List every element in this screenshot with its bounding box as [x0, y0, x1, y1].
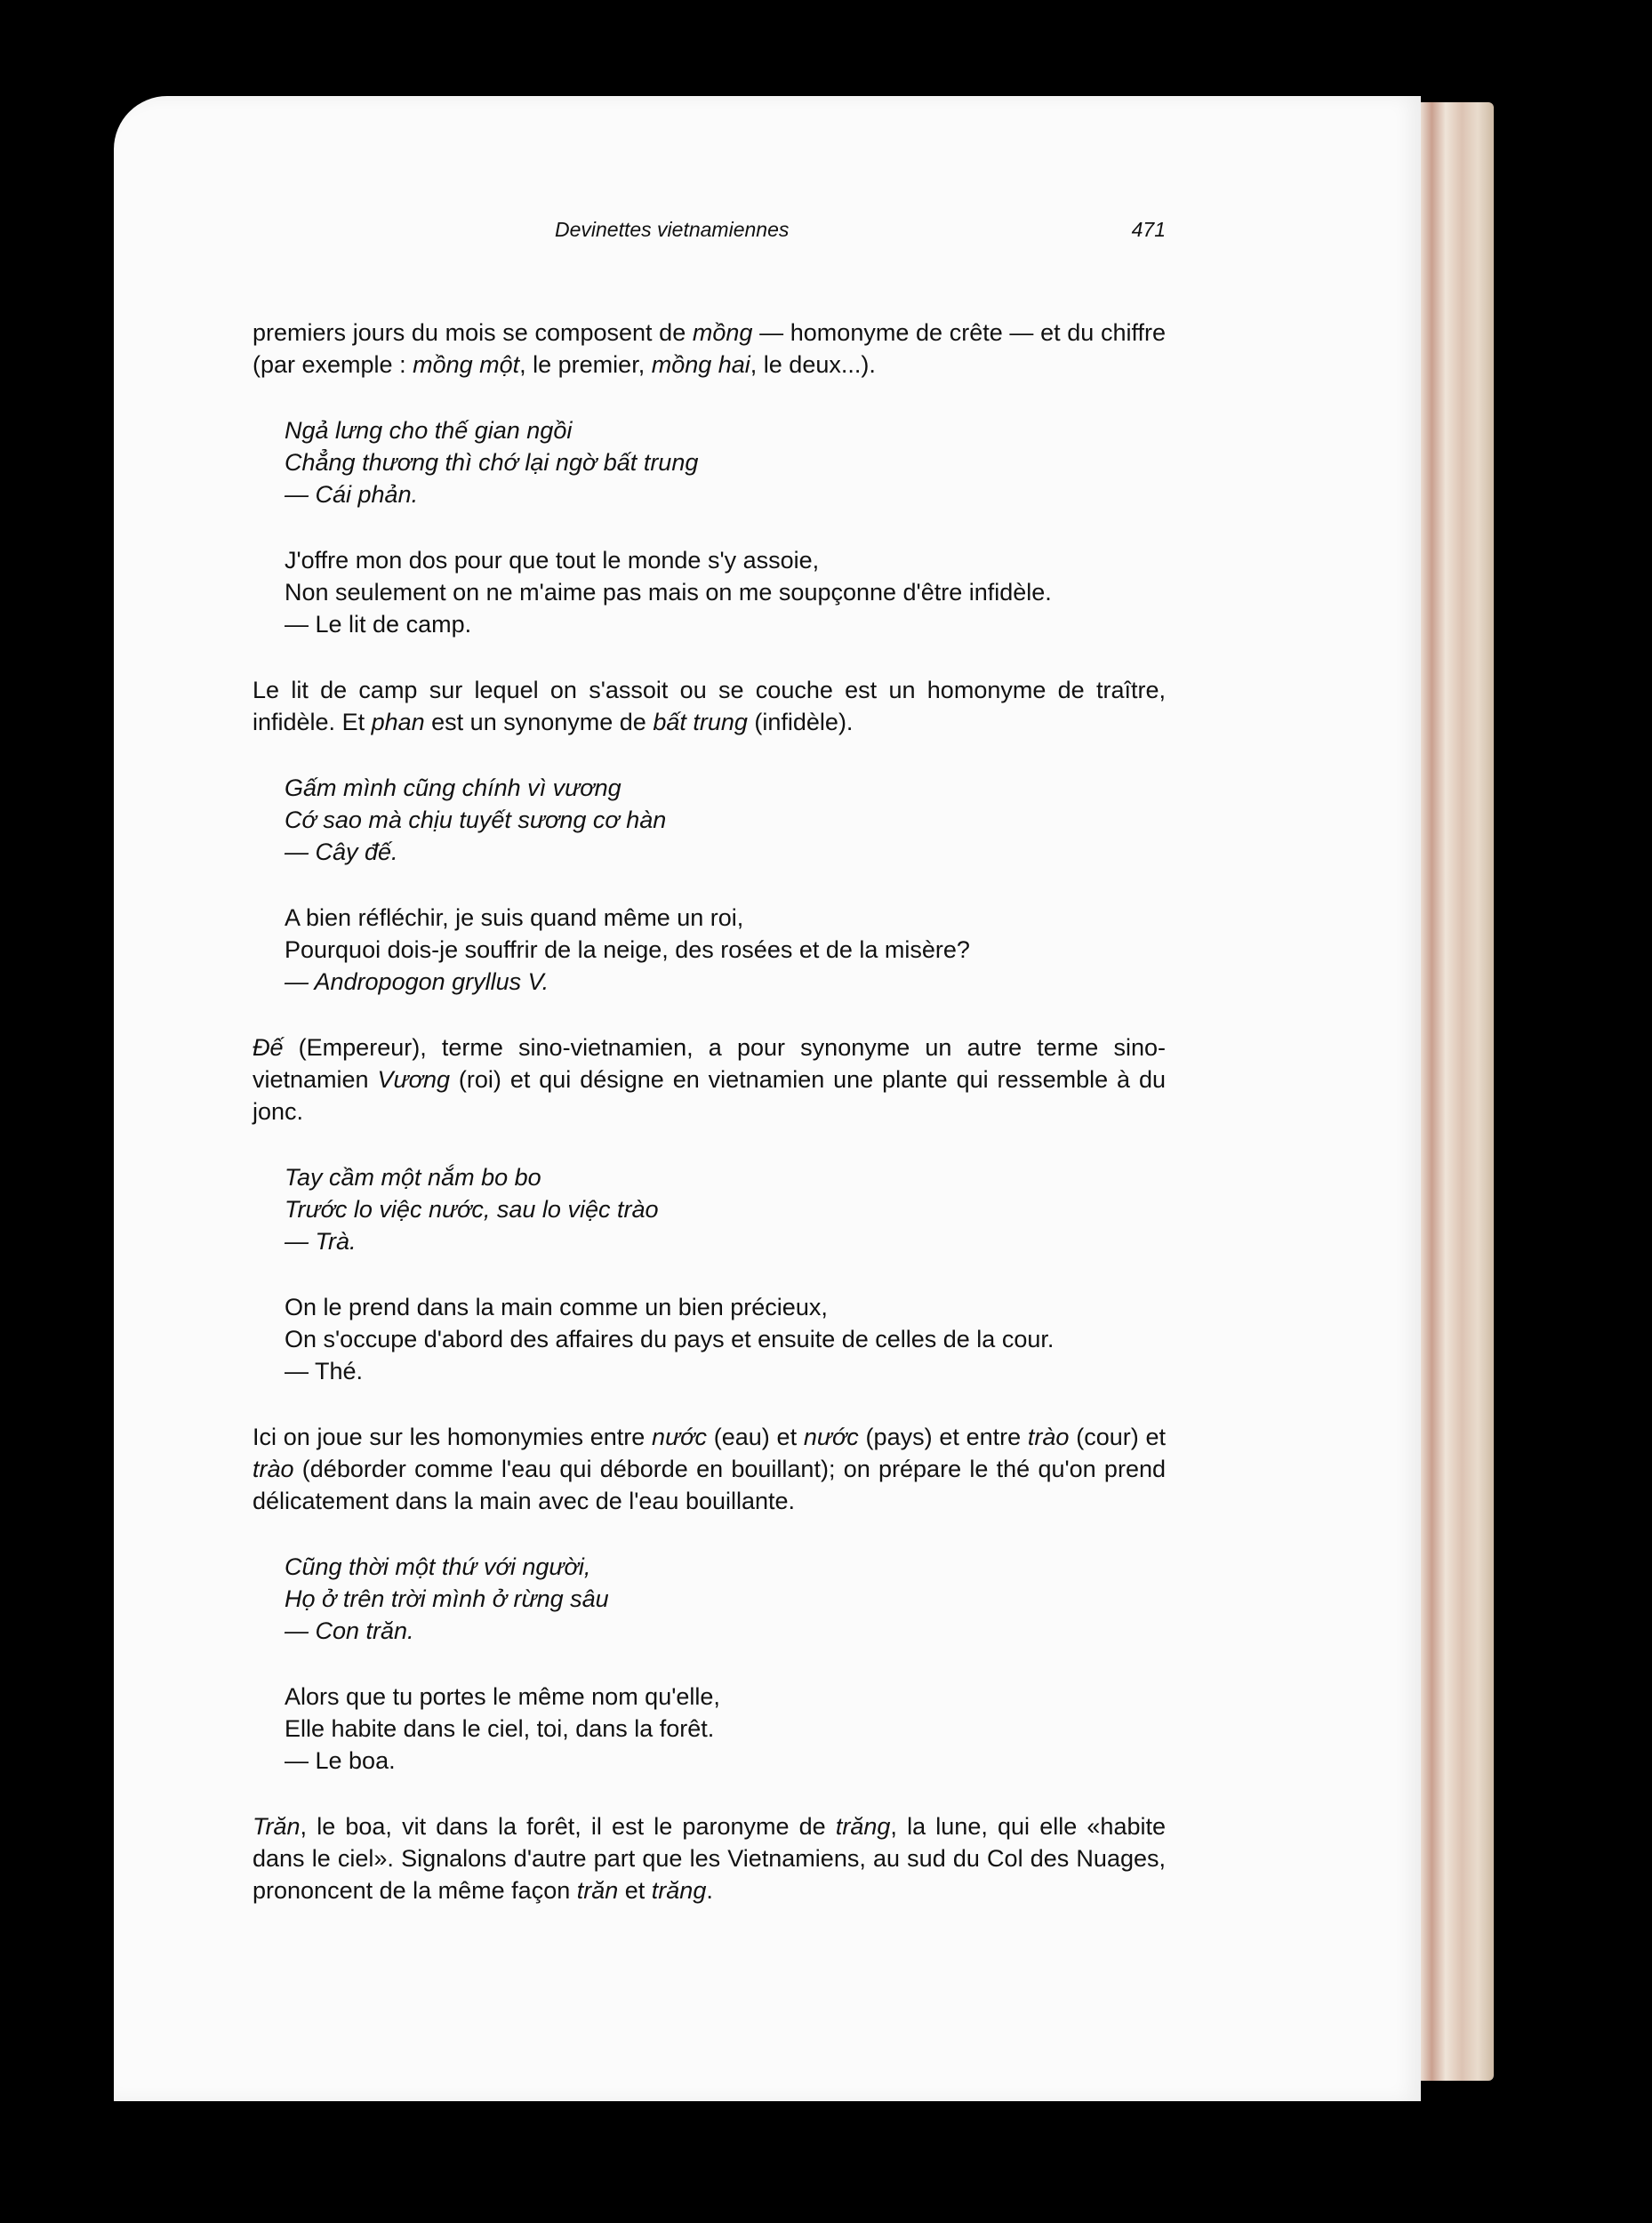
vietnamese-riddle [285, 414, 1166, 510]
translation-line: Non seulement on ne m'aime pas mais on me soupçonne d'être infidèle. [285, 579, 1052, 606]
italic-term: mồng [692, 319, 753, 346]
vietnamese-riddle [285, 1551, 1166, 1647]
text-run: Ici on joue sur les homonymies entre [253, 1424, 653, 1450]
verse-answer: — Cây đế. [285, 839, 398, 865]
italic-term: Vương [377, 1066, 450, 1093]
italic-term: trào [1027, 1424, 1070, 1450]
text-run: (roi) et qui désigne en vietnamien une plante qui ressemble à du jonc. [253, 1066, 1166, 1125]
paragraph [253, 1810, 1166, 1906]
translation-answer: — Le boa. [285, 1747, 396, 1774]
verse-line: Cớ sao mà chịu tuyết sương cơ hàn [285, 807, 667, 833]
paragraph [253, 317, 1166, 381]
translation-answer: — Le lit de camp. [285, 611, 472, 638]
verse-answer: — Trà. [285, 1228, 357, 1255]
text-run: premiers jours du mois se composent de [253, 319, 693, 346]
text-run: — homonyme de crête — et du chiffre (par exemple : [253, 319, 1166, 378]
text-run: (Empereur), terme sino-vietnamien, a pour synonyme un autre terme sino-vietnamien [253, 1034, 1166, 1093]
italic-term: Đế [253, 1034, 284, 1061]
verse-line: Tay cầm một nắm bo bo [285, 1164, 541, 1191]
verse-line: Trước lo việc nước, sau lo việc trào [285, 1196, 659, 1223]
text-run: , le premier, [519, 351, 652, 378]
translation-answer: — Andropogon gryllus V. [285, 968, 549, 995]
translation-answer: — Thé. [285, 1358, 364, 1384]
verse-line: Họ ở trên trời mình ở rừng sâu [285, 1585, 609, 1612]
text-run: (infidèle). [747, 709, 854, 735]
vietnamese-riddle [285, 1161, 1166, 1257]
text-run: (pays) et entre [858, 1424, 1028, 1450]
translation-line: J'offre mon dos pour que tout le monde s'y assoie, [285, 547, 820, 574]
italic-term: trăng [651, 1877, 707, 1904]
italic-term: trào [253, 1456, 294, 1482]
french-translation [285, 1681, 1166, 1777]
italic-term: trăn [576, 1877, 619, 1904]
page-number: 471 [1131, 218, 1166, 241]
verse-line: Chẳng thương thì chớ lại ngờ bất trung [285, 449, 699, 476]
text-run: , le boa, vit dans la forêt, il est le paronyme de [300, 1813, 836, 1840]
text-run: et [618, 1877, 652, 1904]
verse-answer: — Con trăn. [285, 1617, 414, 1644]
text-run: (cour) et [1069, 1424, 1166, 1450]
paragraph [253, 1031, 1166, 1128]
translation-line: On le prend dans la main comme un bien précieux, [285, 1294, 828, 1320]
translation-line: Elle habite dans le ciel, toi, dans la forêt. [285, 1715, 715, 1742]
italic-term: trăng [835, 1813, 891, 1840]
running-header [253, 213, 1166, 245]
translation-line: Pourquoi dois-je souffrir de la neige, des rosées et de la misère? [285, 936, 970, 963]
verse-answer: — Cái phản. [285, 481, 419, 508]
text-run: , le deux...). [750, 351, 876, 378]
italic-term: phan [371, 709, 425, 735]
translation-line: Alors que tu portes le même nom qu'elle, [285, 1683, 720, 1710]
verse-line: Ngả lưng cho thế gian ngồi [285, 417, 573, 444]
italic-term: nước [652, 1424, 707, 1450]
paragraph [253, 1421, 1166, 1517]
page-content [253, 213, 1166, 1940]
translation-line: On s'occupe d'abord des affaires du pays et ensuite de celles de la cour. [285, 1326, 1055, 1352]
italic-term: Trăn [253, 1813, 301, 1840]
french-translation [285, 1291, 1166, 1387]
vietnamese-riddle [285, 772, 1166, 868]
translation-line: A bien réfléchir, je suis quand même un roi, [285, 904, 744, 931]
verse-line: Gấm mình cũng chính vì vương [285, 774, 622, 801]
paragraph [253, 674, 1166, 738]
italic-term: nước [803, 1424, 859, 1450]
verse-line: Cũng thời một thứ với người, [285, 1553, 591, 1580]
italic-term: bất trung [653, 709, 748, 735]
french-translation [285, 902, 1166, 998]
text-run: est un synonyme de [424, 709, 654, 735]
italic-term: mồng một [413, 351, 520, 378]
text-run: (déborder comme l'eau qui déborde en bouillant); on prépare le thé qu'on prend délicatement dans la main avec de l'eau bouillante. [253, 1456, 1166, 1514]
running-title: Devinettes vietnamiennes [555, 218, 790, 241]
italic-term: mồng hai [651, 351, 750, 378]
text-run: (eau) et [707, 1424, 804, 1450]
french-translation [285, 544, 1166, 640]
text-run: , la lune, qui elle «habite dans le ciel». Signalons d'autre part que les Vietnamiens, au sud du Col des Nuages, prononcent de la même façon [253, 1813, 1166, 1904]
text-run: . [706, 1877, 713, 1904]
text-run: Le lit de camp sur lequel on s'assoit ou se couche est un homonyme de traître, infidèle. Et [253, 677, 1166, 735]
